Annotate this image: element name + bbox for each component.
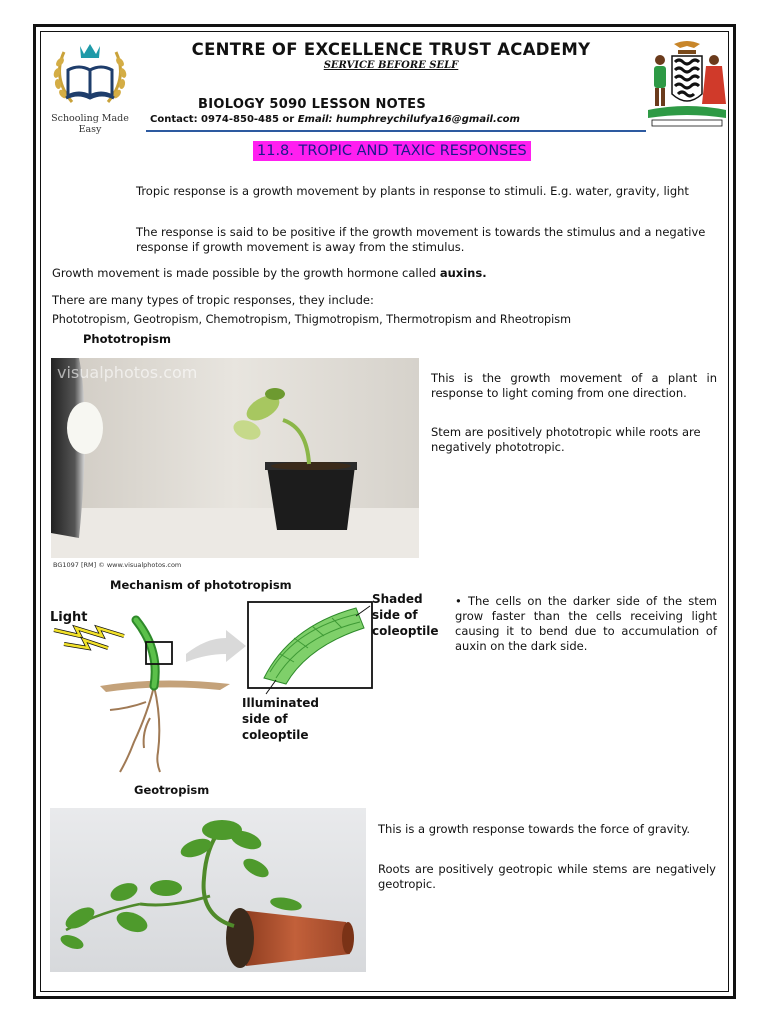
auxin-term: auxins. (439, 266, 487, 280)
photo-credit: BG1097 [RM] © www.visualphotos.com (53, 561, 182, 569)
illuminated-label-line1: Illuminated (242, 696, 319, 710)
geotropism-root-stem: Roots are positively geotropic while stems are negatively geotropic. (378, 862, 716, 891)
auxin-text: Growth movement is made possible by the growth hormone called (52, 266, 440, 280)
logo-caption: Schooling Made Easy (51, 113, 129, 135)
shaded-label-line2: side of (372, 608, 418, 622)
contact-line (150, 114, 520, 125)
shaded-label-line3: coleoptile (372, 624, 439, 638)
illuminated-label-line3: coleoptile (242, 728, 309, 742)
tropism-list: Phototropism, Geotropism, Chemotropism, Thigmotropism, Thermotropism and Rheotropism (52, 313, 571, 326)
shaded-label-line1: Shaded (372, 592, 423, 606)
intro-paragraph-4: There are many types of tropic responses, they include: (52, 293, 374, 307)
school-name: CENTRE OF EXCELLENCE TRUST ACADEMY (191, 40, 591, 59)
mechanism-heading: Mechanism of phototropism (110, 578, 292, 592)
geotropism-photo (50, 808, 366, 972)
header-divider (146, 130, 646, 132)
geotropism-heading: Geotropism (134, 783, 210, 797)
phototropism-photo (51, 358, 419, 570)
intro-paragraph-3 (52, 266, 712, 281)
intro-paragraph-2 (136, 225, 720, 255)
geotropism-definition: This is a growth response towards the force of gravity. (378, 822, 691, 836)
phototropism-heading: Phototropism (83, 332, 171, 346)
light-label: Light (50, 610, 88, 625)
mechanism-explanation: • The cells on the darker side of the stem grow faster than the cells receiving light causing it to bend due to accumulation of auxin on the dark side. (455, 594, 717, 653)
intro-paragraph-2-text: The response is said to be positive if the growth movement is towards the stimulus and a negative response if growth movement is away from the stimulus. (136, 225, 706, 254)
phototropism-definition: This is the growth movement of a plant in response to light coming from one direction. (431, 371, 717, 400)
mechanism-diagram (50, 592, 450, 774)
coat-of-arms (644, 38, 730, 130)
watermark: visualphotos.com (57, 363, 198, 382)
illuminated-label-line2: side of (242, 712, 288, 726)
phototropism-stem-root: Stem are positively phototropic while roots are negatively phototropic. (431, 425, 701, 454)
school-motto: SERVICE BEFORE SELF (323, 60, 459, 71)
lesson-title: BIOLOGY 5090 LESSON NOTES (198, 97, 427, 112)
topic-title: 11.8. TROPIC AND TAXIC RESPONSES (253, 141, 531, 161)
intro-paragraph-1: Tropic response is a growth movement by plants in response to stimuli. E.g. water, gravity, light (136, 184, 689, 198)
contact-email: Email: humphreychilufya16@gmail.com (297, 114, 520, 125)
contact-phone: Contact: 0974-850-485 or (150, 114, 298, 125)
